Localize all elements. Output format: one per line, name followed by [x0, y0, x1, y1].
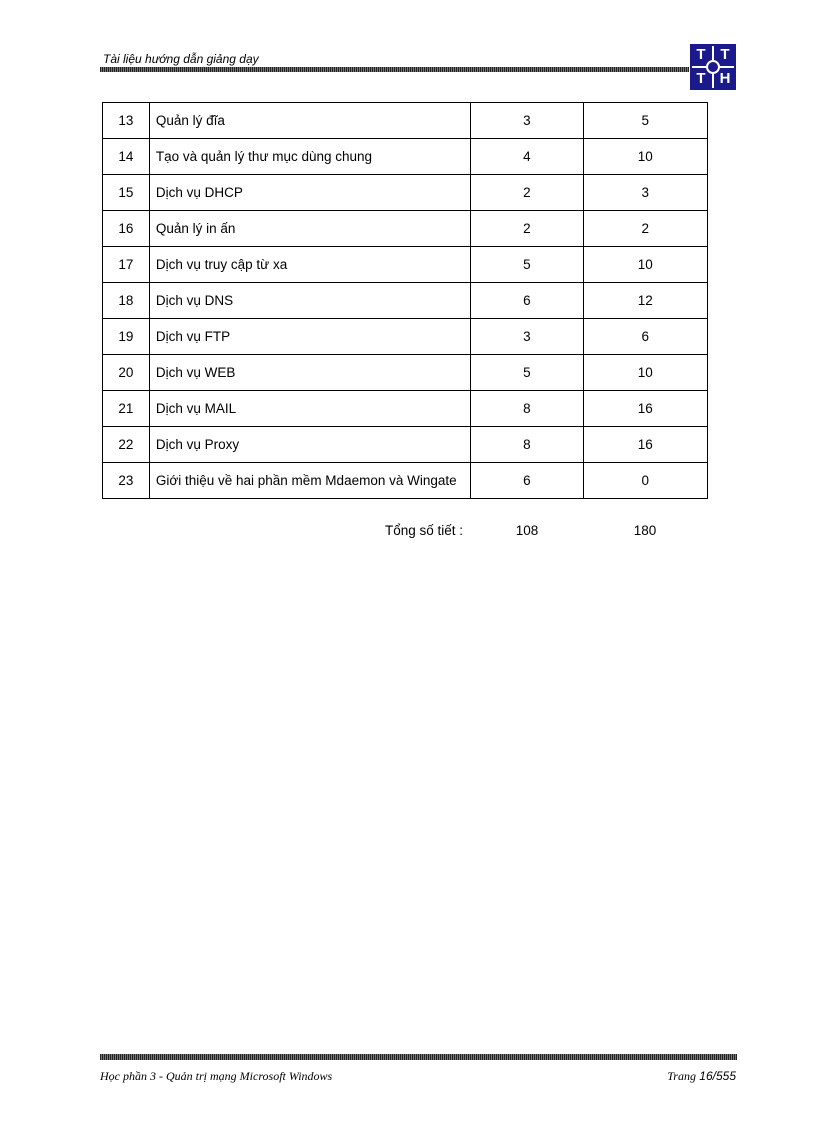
- row-practice-hours: 16: [583, 391, 707, 427]
- row-number: 21: [103, 391, 150, 427]
- table-row: [103, 139, 708, 175]
- page-label: Trang: [667, 1069, 696, 1083]
- table-row: [103, 175, 708, 211]
- page-number: [667, 1069, 736, 1084]
- row-topic: Tạo và quản lý thư mục dùng chung: [149, 139, 470, 175]
- row-number: 18: [103, 283, 150, 319]
- row-topic: Dịch vụ FTP: [149, 319, 470, 355]
- row-practice-hours: 12: [583, 283, 707, 319]
- row-theory-hours: 4: [471, 139, 583, 175]
- table-row: [103, 319, 708, 355]
- footer-course-title: Học phần 3 - Quản trị mạng Microsoft Windows: [100, 1069, 333, 1083]
- row-topic: Dịch vụ MAIL: [149, 391, 470, 427]
- footer-rule: [100, 1054, 737, 1060]
- table-row: [103, 211, 708, 247]
- row-theory-hours: 6: [471, 283, 583, 319]
- row-theory-hours: 8: [471, 391, 583, 427]
- row-number: 20: [103, 355, 150, 391]
- row-theory-hours: 2: [471, 175, 583, 211]
- row-number: 22: [103, 427, 150, 463]
- row-number: 15: [103, 175, 150, 211]
- row-topic: Dịch vụ Proxy: [149, 427, 470, 463]
- row-practice-hours: 0: [583, 463, 707, 499]
- course-table: [102, 102, 708, 499]
- row-topic: Dịch vụ truy cập từ xa: [149, 247, 470, 283]
- table-row: [103, 247, 708, 283]
- header-rule: [100, 67, 689, 72]
- row-theory-hours: 5: [471, 355, 583, 391]
- row-practice-hours: 6: [583, 319, 707, 355]
- table-row: [103, 427, 708, 463]
- row-theory-hours: 3: [471, 319, 583, 355]
- row-theory-hours: 5: [471, 247, 583, 283]
- header-title: Tài liệu hướng dẫn giảng dạy: [103, 52, 259, 66]
- row-number: 14: [103, 139, 150, 175]
- row-practice-hours: 10: [583, 355, 707, 391]
- row-number: 17: [103, 247, 150, 283]
- table-row: [103, 463, 708, 499]
- table-row: [103, 391, 708, 427]
- table-row: [103, 283, 708, 319]
- row-theory-hours: 6: [471, 463, 583, 499]
- row-theory-hours: 8: [471, 427, 583, 463]
- row-practice-hours: 2: [583, 211, 707, 247]
- row-topic: Giới thiệu về hai phần mềm Mdaemon và Wingate: [149, 463, 470, 499]
- row-number: 16: [103, 211, 150, 247]
- row-practice-hours: 3: [583, 175, 707, 211]
- total-theory: 108: [515, 523, 539, 538]
- total-label: Tổng số tiết :: [384, 523, 463, 538]
- row-topic: Quản lý đĩa: [149, 103, 470, 139]
- total-practice: 180: [633, 523, 657, 538]
- row-topic: Dịch vụ WEB: [149, 355, 470, 391]
- table-row: [103, 103, 708, 139]
- row-theory-hours: 2: [471, 211, 583, 247]
- row-theory-hours: 3: [471, 103, 583, 139]
- page-num: 16/555: [699, 1069, 736, 1083]
- row-topic: Dịch vụ DHCP: [149, 175, 470, 211]
- logo: T T T H: [690, 44, 736, 90]
- table-row: [103, 355, 708, 391]
- row-number: 13: [103, 103, 150, 139]
- row-practice-hours: 16: [583, 427, 707, 463]
- row-topic: Dịch vụ DNS: [149, 283, 470, 319]
- row-topic: Quản lý in ấn: [149, 211, 470, 247]
- row-number: 23: [103, 463, 150, 499]
- row-practice-hours: 10: [583, 247, 707, 283]
- row-practice-hours: 5: [583, 103, 707, 139]
- row-number: 19: [103, 319, 150, 355]
- row-practice-hours: 10: [583, 139, 707, 175]
